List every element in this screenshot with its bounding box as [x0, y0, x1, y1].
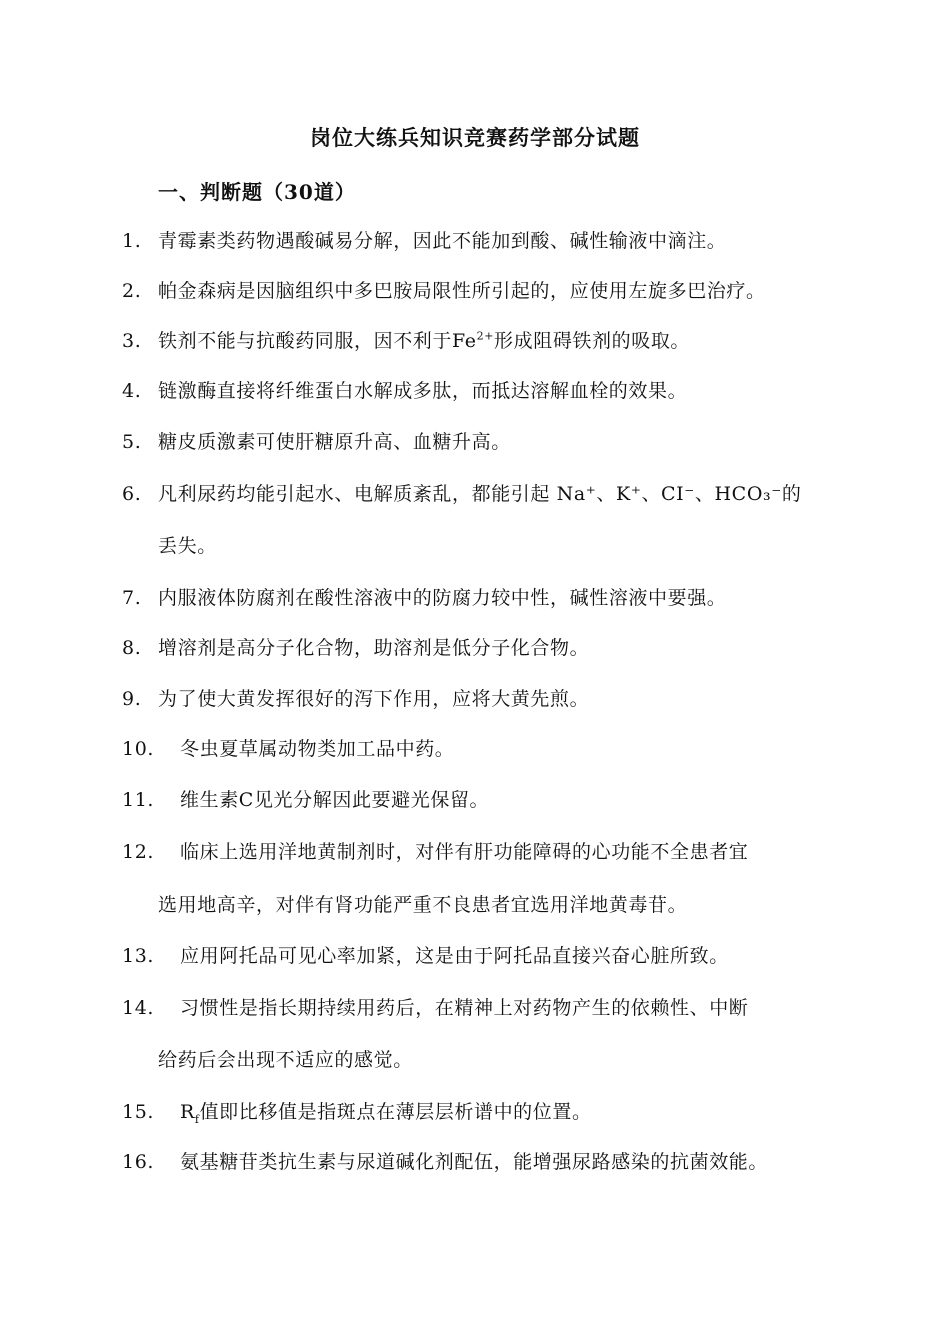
question-number: 5. — [122, 431, 142, 453]
question-text — [180, 1099, 592, 1125]
question-text-part: R — [180, 1101, 195, 1123]
question-text: 应用阿托品可见心率加紧，这是由于阿托品直接兴奋心脏所致。 — [180, 945, 729, 967]
question-number: 8. — [122, 637, 142, 659]
question-text-part: 铁剂不能与抗酸药同服，因不利于Fe — [158, 330, 477, 352]
question-text-part: 形成阻碍铁剂的吸取。 — [494, 330, 691, 352]
question-number: 10. — [122, 738, 155, 760]
question-number: 13. — [122, 945, 155, 967]
question-text-continuation: 选用地高辛，对伴有肾功能严重不良患者宜选用洋地黄毒苷。 — [158, 894, 688, 916]
question-number: 3. — [122, 330, 142, 352]
question-number: 9. — [122, 688, 142, 710]
question-text-continuation: 丢失。 — [158, 535, 217, 557]
question-number: 11. — [122, 789, 155, 811]
question-text-continuation: 给药后会出现不适应的感觉。 — [158, 1049, 413, 1071]
question-text: 增溶剂是高分子化合物，助溶剂是低分子化合物。 — [158, 637, 590, 659]
question-text-part: 值即比移值是指斑点在薄层层析谱中的位置。 — [199, 1101, 592, 1123]
question-text: 临床上选用洋地黄制剂时，对伴有肝功能障碍的心功能不全患者宜 — [180, 841, 749, 863]
question-text: 糖皮质激素可使肝糖原升高、血糖升高。 — [158, 431, 511, 453]
question-text: 帕金森病是因脑组织中多巴胺局限性所引起的，应使用左旋多巴治疗。 — [158, 280, 766, 302]
question-number: 6. — [122, 483, 142, 505]
question-number: 12. — [122, 841, 155, 863]
question-number: 2. — [122, 280, 142, 302]
superscript: 2+ — [476, 329, 495, 343]
question-number: 16. — [122, 1151, 155, 1173]
question-number: 4. — [122, 380, 142, 402]
question-number: 7. — [122, 587, 142, 609]
question-text: 维生素C见光分解因此要避光保留。 — [180, 789, 490, 811]
question-text: 内服液体防腐剂在酸性溶液中的防腐力较中性，碱性溶液中要强。 — [158, 587, 727, 609]
question-text — [158, 328, 690, 354]
question-number: 15. — [122, 1101, 155, 1123]
question-number: 1. — [122, 230, 142, 252]
question-text: 凡利尿药均能引起水、电解质紊乱，都能引起 Na⁺、K⁺、CI⁻、HCO₃⁻的 — [158, 483, 802, 505]
document-title: 岗位大练兵知识竞赛药学部分试题 — [310, 125, 640, 150]
question-text: 冬虫夏草属动物类加工品中药。 — [180, 738, 455, 760]
question-number: 14. — [122, 997, 155, 1019]
section-heading: 一、判断题（30道） — [158, 180, 356, 204]
question-text: 氨基糖苷类抗生素与尿道碱化剂配伍，能增强尿路感染的抗菌效能。 — [180, 1151, 769, 1173]
question-text: 习惯性是指长期持续用药后，在精神上对药物产生的依赖性、中断 — [180, 997, 749, 1019]
question-text: 青霉素类药物遇酸碱易分解，因此不能加到酸、碱性输液中滴注。 — [158, 230, 727, 252]
subscript: f — [194, 1112, 200, 1126]
question-text: 为了使大黄发挥很好的泻下作用，应将大黄先煎。 — [158, 688, 590, 710]
question-text: 链激酶直接将纤维蛋白水解成多肽，而抵达溶解血栓的效果。 — [158, 380, 688, 402]
